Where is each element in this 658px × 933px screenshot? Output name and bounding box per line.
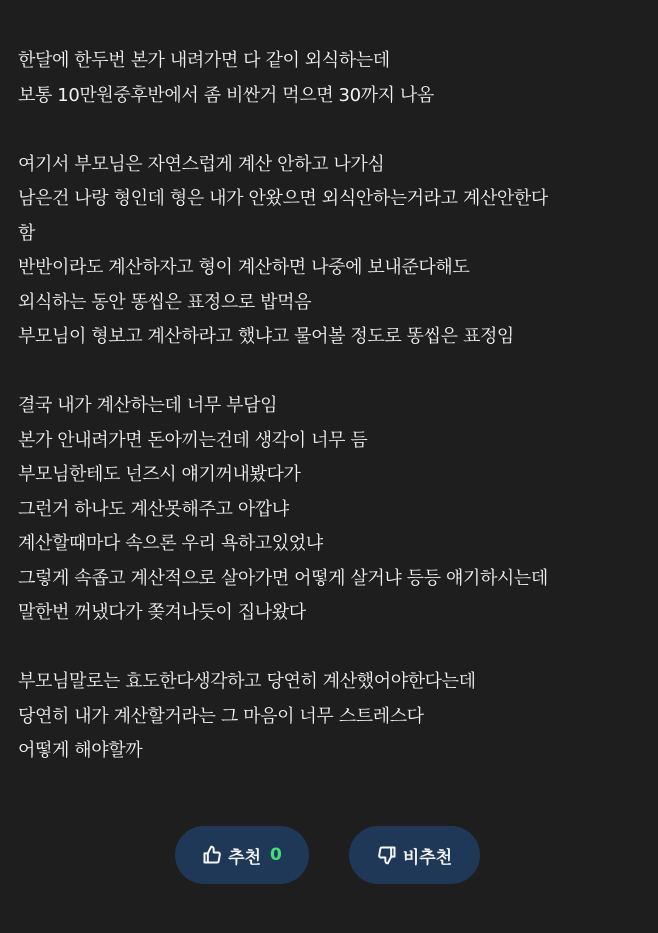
post-text-line: 당연히 내가 계산할거라는 그 마음이 너무 스트레스다 [18,705,424,727]
post-text-line: 한달에 한두번 본가 내려가면 다 같이 외식하는데 [18,50,390,71]
post-text-line: 말한번 꺼냈다가 쫒겨나듯이 집나왔다 [18,602,306,623]
post-text-line: 그렇게 속좁고 계산적으로 살아가면 어떻게 살거냐 등등 얘기하시는데 [18,567,548,589]
post-text-line: 외식하는 동안 똥씹은 표정으로 밥먹음 [18,291,312,313]
thumbs-down-icon [377,845,397,865]
post-text-line: 결국 내가 계산하는데 너무 부담임 [18,395,278,416]
paragraph-spacer [18,113,648,148]
post-text-line: 부모님한테도 넌즈시 얘기꺼내봤다가 [18,464,301,485]
post-text-line: 계산할때마다 속으론 우리 욕하고있었냐 [18,533,323,554]
post-text-line: 여기서 부모님은 자연스럽게 계산 안하고 나가심 [18,153,385,175]
post-text-line: 함 [18,222,35,244]
post-text-line: 그런거 하나도 계산못해주고 아깝냐 [18,498,289,520]
post-text-line: 부모님이 형보고 계산하라고 했냐고 물어볼 정도로 똥씹은 표정임 [18,326,514,347]
vote-bar [0,826,658,886]
post-text-line: 남은건 나랑 형인데 형은 내가 안왔으면 외식안하는거라고 계산안한다 [18,188,548,209]
upvote-label: 추천 [228,847,261,868]
post-body [18,44,648,769]
paragraph-spacer [18,631,648,666]
post-text-line: 어떻게 해야할까 [18,740,143,761]
downvote-button[interactable] [349,826,480,884]
thumbs-up-icon [202,845,222,865]
upvote-count: 0 [270,845,282,865]
post-text-line: 부모님말로는 효도한다생각하고 당연히 계산했어야한다는데 [18,671,476,692]
post-text-line: 반반이라도 계산하자고 형이 계산하면 나중에 보내준다해도 [18,257,470,278]
paragraph-spacer [18,355,648,390]
upvote-button[interactable] [175,826,309,884]
post-text-line: 보통 10만원중후반에서 좀 비싼거 먹으면 30까지 나옴 [18,84,434,106]
downvote-label: 비추천 [402,847,453,868]
post-text-line: 본가 안내려가면 돈아끼는건데 생각이 너무 듬 [18,429,368,451]
